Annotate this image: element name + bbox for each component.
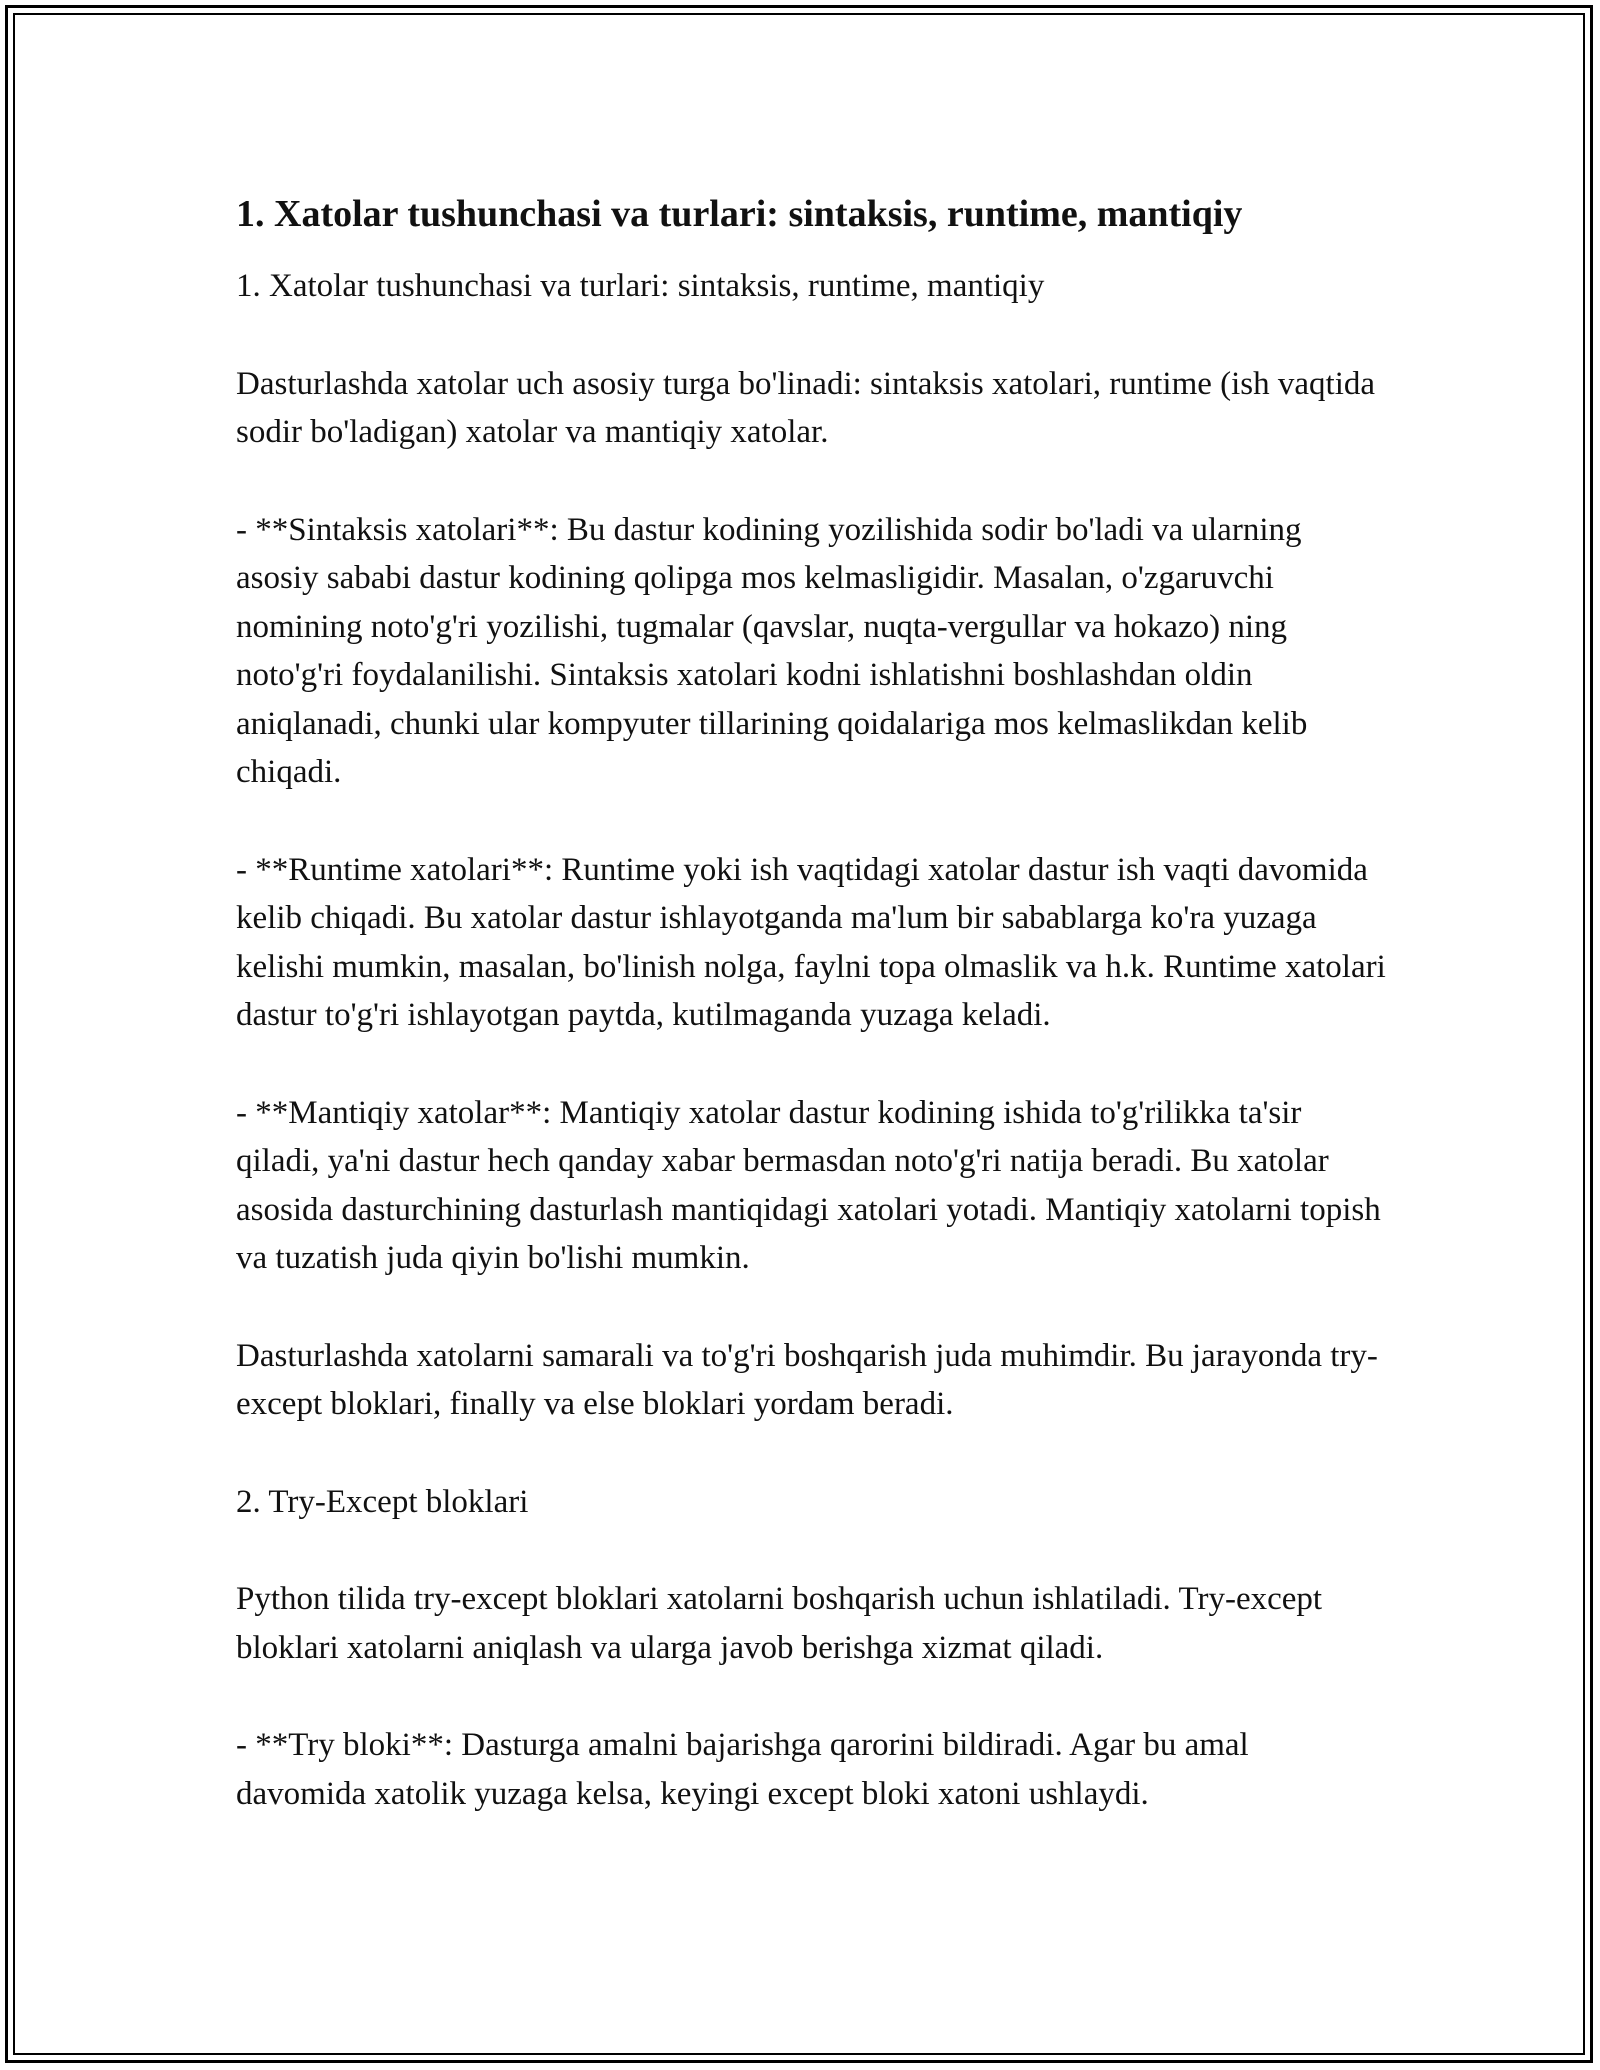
paragraph-runtime-errors: - **Runtime xatolari**: Runtime yoki ish vaqtidagi xatolar dastur ish vaqti davomida kelib chiqadi. Bu xatolar dastur ishlayotganda ma'lum bir sabablarga ko'ra yuzaga kelishi mumkin, masalan, bo'linish nolga, faylni topa olmaslik va h.k. Runtime xatolari dastur to'g'ri ishlayotgan paytda, kutilmaganda yuzaga keladi. xyxy=(236,851,1386,1033)
page-title: 1. Xatolar tushunchasi va turlari: sintaksis, runtime, mantiqiy xyxy=(236,193,1243,235)
paragraph-try-except-intro: Python tilida try-except bloklari xatolarni boshqarish uchun ishlatiladi. Try-except bloklari xatolarni aniqlash va ularga javob berishga xizmat qiladi. xyxy=(236,1581,1323,1666)
paragraph-try-except-heading: 2. Try-Except bloklari xyxy=(236,1483,529,1520)
paragraph-error-types-intro: Dasturlashda xatolar uch asosiy turga bo'linadi: sintaksis xatolari, runtime (ish vaqtida sodir bo'ladigan) xatolar va mantiqiy xatolar. xyxy=(236,365,1376,450)
paragraph-section-heading: 1. Xatolar tushunchasi va turlari: sintaksis, runtime, mantiqiy xyxy=(236,268,1045,304)
paragraph-error-handling: Dasturlashda xatolarni samarali va to'g'ri boshqarish juda muhimdir. Bu jarayonda try-except bloklari, finally va else bloklari yordam beradi. xyxy=(236,1337,1378,1422)
paragraph-logic-errors: - **Mantiqiy xatolar**: Mantiqiy xatolar dastur kodining ishida to'g'rilikka ta'sir qiladi, ya'ni dastur hech qanday xabar bermasdan noto'g'ri natija beradi. Bu xatolar asosida dasturchining dasturlash mantiqidagi xatolari yotadi. Mantiqiy xatolarni topish va tuzatish juda qiyin bo'lishi mumkin. xyxy=(236,1094,1381,1276)
document-body xyxy=(236,186,1386,1867)
paragraph-try-block: - **Try bloki**: Dasturga amalni bajarishga qarorini bildiradi. Agar bu amal davomida xatolik yuzaga kelsa, keyingi except bloki xatoni ushlaydi. xyxy=(236,1727,1249,1812)
paragraph-syntax-errors: - **Sintaksis xatolari**: Bu dastur kodining yozilishida sodir bo'ladi va ularning asosiy sababi dastur kodining qolipga mos kelmasligidir. Masalan, o'zgaruvchi nomining noto'g'ri yozilishi, tugmalar (qavslar, nuqta-vergullar va hokazo) ning noto'g'ri foydalanilishi. Sintaksis xatolari kodni ishlatishni boshlashdan oldin aniqlanadi, chunki ular kompyuter tillarining qoidalariga mos kelmaslikdan kelib chiqadi. xyxy=(236,511,1308,790)
